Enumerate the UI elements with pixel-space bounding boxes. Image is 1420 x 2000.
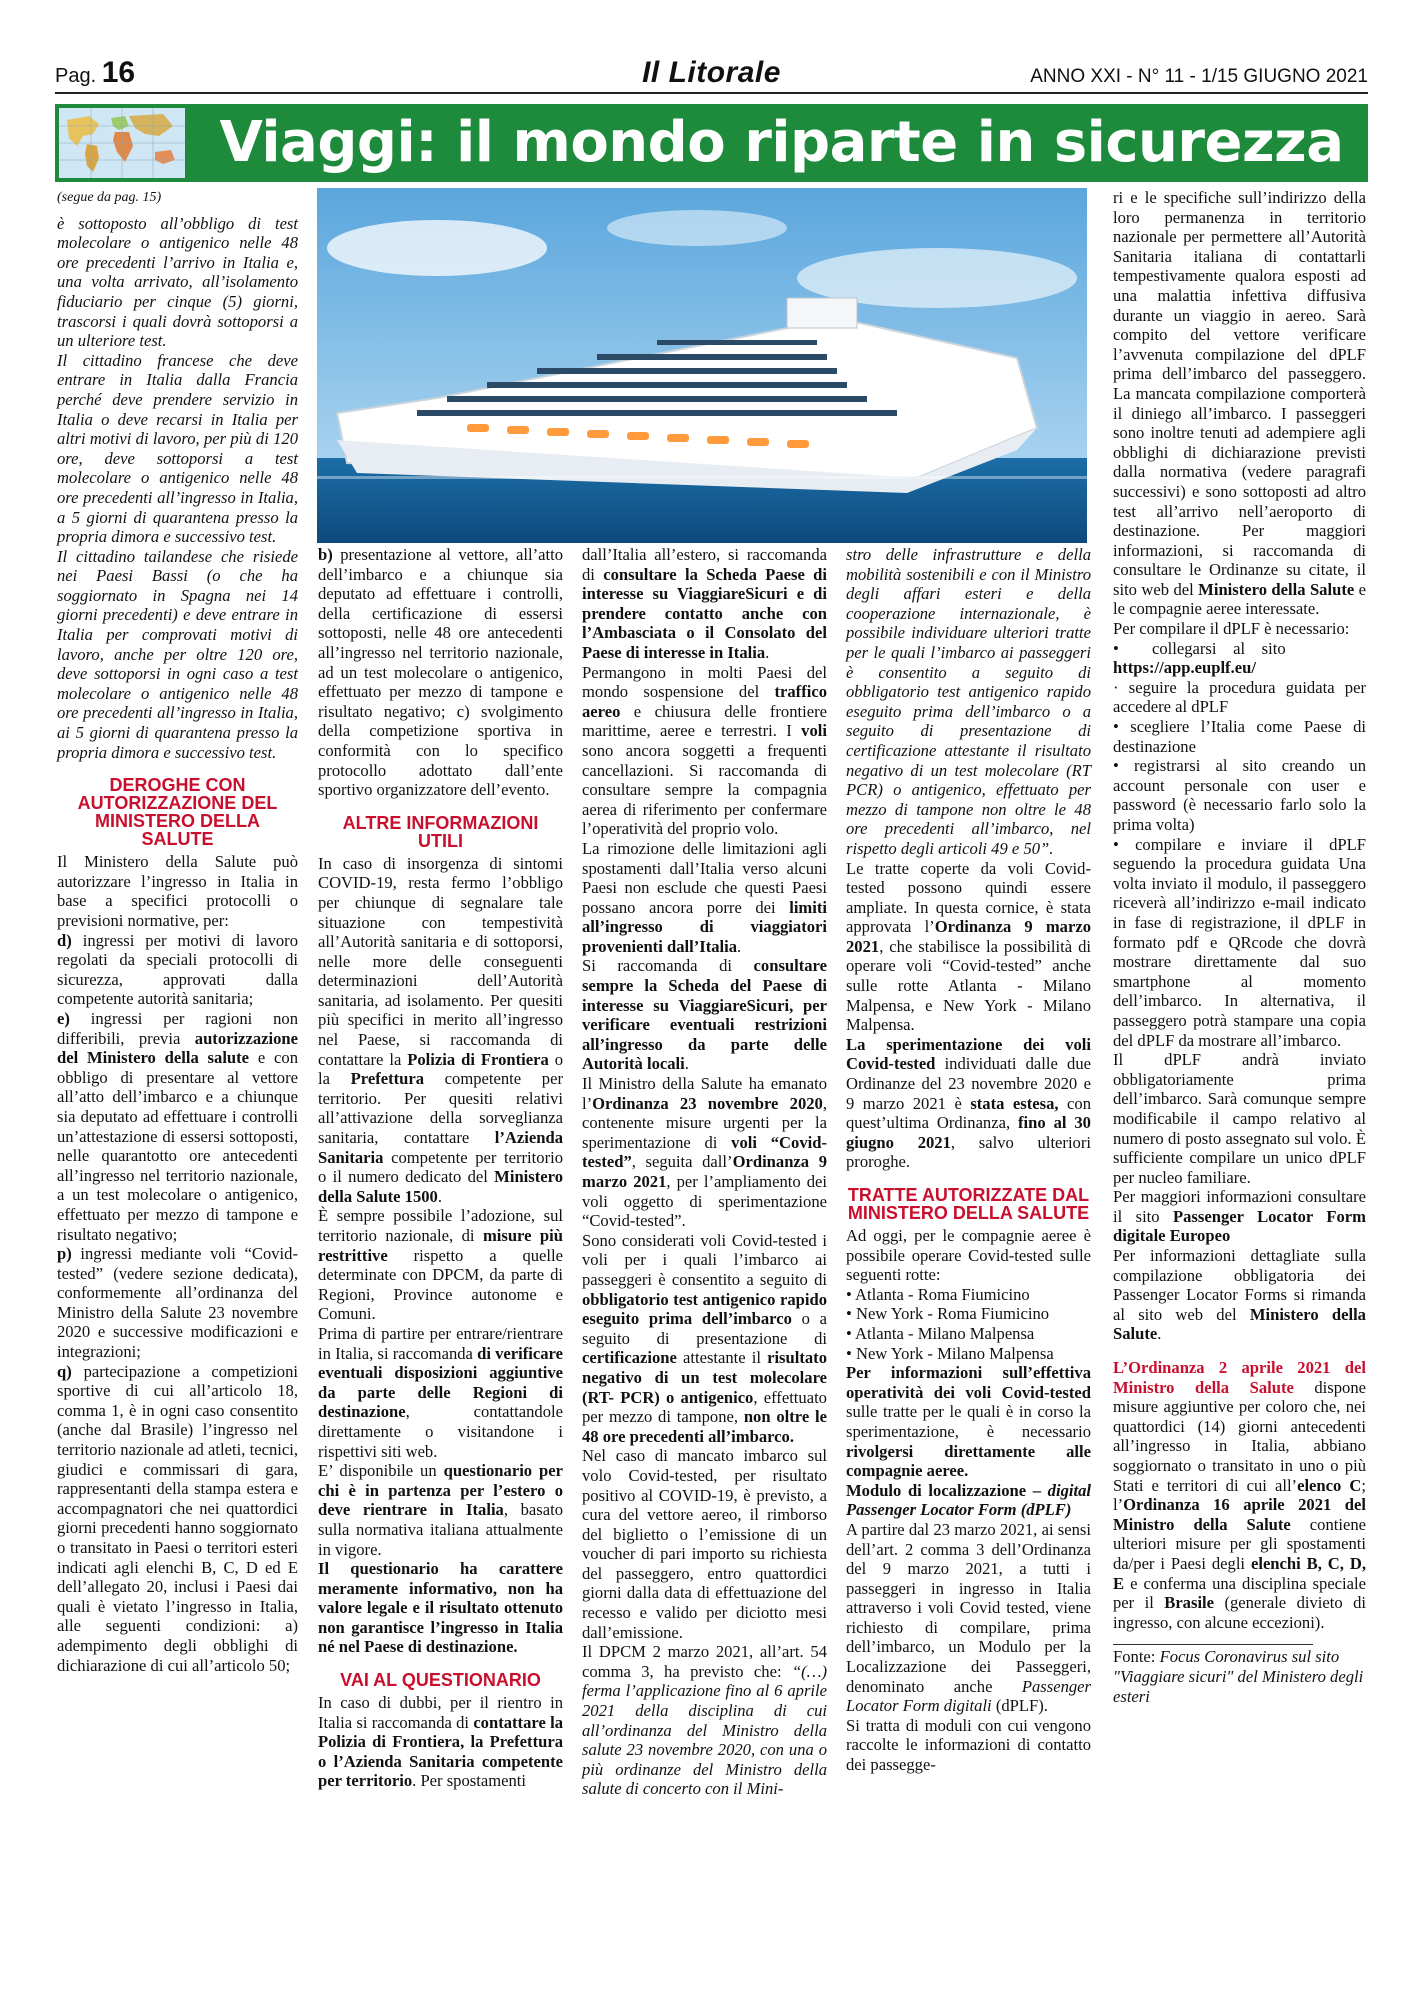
paragraph: Nel caso di mancato imbarco sul volo Covid-tested, per risultato positivo al COVID-19, è previsto, a cura del vettore aereo, il rimborso del biglietto o l’emissione di un voucher di pari importo su richiesta del passeggero, entro quattordici giorni dalla data di effettuazione del recesso e valido per diciotto mesi dall’emissione. [582,1446,827,1642]
headline: Viaggi: il mondo riparte in sicurezza [219,110,1344,175]
paragraph: Il questionario ha carattere meramente informativo, non ha valore legale e il risultato ottenuto non garantisce l’ingresso in Italia né nel Paese di destinazione. [318,1559,563,1657]
paragraph: Il cittadino tailandese che risiede nei Paesi Bassi (o che ha soggiornato in Spagna nei 14 giorni precedenti) e deve entrare in Italia per comprovati motivi di lavoro, anche per oltre 120 ore, deve sottoporsi in ogni caso a test molecolare o antigenico nelle 48 ore precedenti all’ingresso in Italia, ai 5 giorni di quarantena presso la propria dimora e successivo test. [57,546,298,762]
column-5 [1113,188,1366,1706]
route-item: • New York - Milano Malpensa [846,1343,1054,1363]
column-1 [57,188,298,1675]
list-item: d) ingressi per motivi di lavoro regolati da speciali protocolli di sicurezza, approvati dalla competente autorità sanitaria; [57,930,298,1009]
page-number: Pag. 16 [55,56,136,89]
paragraph: Il Ministro della Salute ha emanato l’Ordinanza 23 novembre 2020, contenente misure urgenti per la sperimentazione di voli “Covid-tested”, seguita dall’Ordinanza 9 marzo 2021, per l’ampliamento dei voli oggetto di sperimentazione “Covid-tested”. [582,1074,827,1231]
paragraph: Per informazioni dettagliate sulla compilazione obbligatoria dei Passenger Locator Forms si rimanda al sito web del Ministero della Salute. [1113,1246,1366,1344]
source-note: Fonte: Focus Coronavirus sul sito "Viaggiare sicuri" del Ministero degli esteri [1113,1647,1364,1706]
subheading: Modulo di localizzazione – digital Passenger Locator Form (dPLF) [846,1480,1091,1520]
paragraph: stro delle infrastrutture e della mobilità sostenibili e con il Ministro degli affari esteri e della cooperazione internazionale, è possibile individuare ulteriori tratte per le quali l’imbarco ai passeggeri è consentito a seguito di obbligatorio test antigenico rapido eseguito prima dell’imbarco o a seguito di presentazione di certificazione attestante il risultato negativo di un test molecolare (RT PCR) o antigenico, effettuato per mezzo di tampone non oltre le 48 ore precedenti all’imbarco, nel rispetto degli articoli 49 e 50”. [846,545,1091,858]
headline-banner [55,104,1368,182]
route-item: • New York - Roma Fiumicino [846,1304,1050,1324]
page-header [55,58,1368,94]
paragraph: Il Ministero della Salute può autorizzare l’ingresso in Italia in base a specifici protocolli o previsioni normative, per: [57,852,298,930]
column-2 [318,545,563,1791]
paragraph: Il cittadino francese che deve entrare in Italia dalla Francia perché deve prendere servizio in Italia o deve recarsi in Italia per altri motivi di lavoro, per più di 120 ore, deve sottoporsi a test molecolare o antigenico nelle 48 ore precedenti all’ingresso in Italia, a 5 giorni di quarantena presso la propria dimora e successivo test. [57,350,298,547]
plf-link[interactable]: Passenger Locator Form digitale Europeo [1113,1206,1366,1246]
list-item: e) ingressi per ragioni non differibili, previa autorizzazione del Ministero della salute e con obbligo di presentare al vettore all’atto dell’imbarco e a chiunque sia deputato ad effettuare i controlli un’attestazione di essersi sottoposti, nelle quarantotto ore antecedenti all’ingresso nel territorio nazionale, a un test molecolare o antigenico, effettuato per mezzo di tampone e risultato negativo; [57,1008,298,1244]
paragraph: Il DPCM 2 marzo 2021, all’art. 54 comma 3, ha previsto che: “(…) ferma l’applicazione fino al 6 aprile 2021 della disciplina di cui all’ordinanza del Ministro della salute 23 novembre 2020, con una o più ordinanze del Ministro della salute di concerto con il Mini- [582,1642,827,1799]
route-item: • Atlanta - Milano Malpensa [846,1323,1035,1343]
paragraph: Sono considerati voli Covid-tested i voli per i quali l’imbarco ai passeggeri è consentito a seguito di obbligatorio test antigenico rapido eseguito prima dell’imbarco o a seguito di presentazione di certificazione attestante il risultato negativo di un test molecolare (RT- PCR) o antigenico, effettuato per mezzo di tampone, non oltre le 48 ore precedenti all’imbarco. [582,1230,827,1446]
questionnaire-link[interactable]: questionario per chi è in partenza per l’estero o deve rientrare in Italia [318,1461,564,1520]
section-heading: DEROGHE CON AUTORIZZAZIONE DEL MINISTERO DELLA SALUTE [77,775,278,850]
continued-note: (segue da pag. 15) [57,190,162,205]
paragraph: La rimozione delle limitazioni agli spostamenti dall’Italia verso alcuni Paesi non esclude che questi Paesi possano ancora porre dei limiti all’ingresso di viaggiatori provenienti dall’Italia. [582,838,827,956]
paragraph: è sottoposto all’obbligo di test molecolare o antigenico nelle 48 ore precedenti l’arrivo in Italia e, una volta arrivato, all’isolamento fiduciario per cinque (5) giorni, trascorsi i quali dovrà sottoporsi a un ulteriore test. [57,213,298,351]
issue-info: ANNO XXI - N° 11 - 1/15 GIUGNO 2021 [1030,66,1368,87]
paragraph: Permangono in molti Paesi del mondo sospensione del traffico aereo e chiusura delle frontiere marittime, aeree e terrestri. I voli sono ancora soggetti a frequenti cancellazioni. Si raccomanda di consultare sempre la compagnia aerea di riferimento per confermare l’operatività del proprio volo. [582,662,827,839]
paragraph: Le tratte coperte da voli Covid-tested possono quindi essere ampliate. In questa cornice, è stata approvata l’Ordinanza 9 marzo 2021, che stabilisce la possibilità di operare voli “Covid-tested” anche sulle rotte Atlanta - Milano Malpensa, e New York - Milano Malpensa. [846,858,1091,1035]
paragraph: Si raccomanda di consultare sempre la Scheda del Paese di interesse su ViaggiareSicuri, per verificare eventuali restrizioni all’ingresso da parte delle Autorità locali. [582,956,827,1074]
euplf-link[interactable]: https://app.euplf.eu/ [1113,658,1256,678]
cruise-ship-icon [317,188,1087,543]
list-item: · seguire la procedura guidata per accedere al dPLF [1113,677,1366,717]
section-heading: TRATTE AUTORIZZATE DAL MINISTERO DELLA SALUTE [847,1185,1090,1223]
paragraph: E’ disponibile un questionario per chi è in partenza per l’estero o deve rientrare in Italia, basato sulla normativa italiana attualmente in vigore. [318,1461,564,1559]
paragraph: ri e le specifiche sull’indirizzo della loro permanenza in territorio nazionale per permettere all’Autorità Sanitaria italiana di contattarli tempestivamente qualora esposti ad una malattia infettiva diffusiva durante un viaggio in aereo. Sarà compito del vettore verificare l’avvenuta compilazione del dPLF prima dell’imbarco del passeggero. La mancata compilazione comporterà il diniego all’imbarco. I passeggeri sono inoltre tenuti ad adempiere agli obblighi di dichiarazione previsti dalla normativa (vedere paragrafi successivi) e sono sottoposti ad altro test all’arrivo nell’aeroporto di destinazione. Per maggiori informazioni, si raccomanda di consultare le Ordinanze su citate, il sito web del Ministero della Salute e le compagnie aeree interessate. [1113,188,1367,619]
column-3 [582,545,827,1799]
list-item: • collegarsi al sito [1113,638,1286,658]
paragraph: Per informazioni sull’effettiva operatività dei voli Covid-tested sulle tratte per le quali è in corso la sperimentazione, è necessario rivolgersi direttamente alle compagnie aeree. [846,1363,1091,1481]
paragraph: Il dPLF andrà inviato obbligatoriamente prima dell’imbarco. Sarà comunque sempre modificabile il campo relativo al numero di posto assegnato sul volo. È sufficiente compilare un unico dPLF per nucleo familiare. [1113,1050,1366,1187]
list-item: b) presentazione al vettore, all’atto dell’imbarco e a chiunque sia deputato ad effettuare i controlli, della certificazione di essersi sottoposti, nelle 48 ore antecedenti all’ingresso nel territorio nazionale, ad un test molecolare o antigenico, effettuato per mezzo di tampone e risultato negativo; c) svolgimento della competizione sportiva in conformità con lo specifico protocollo adottato dall’ente sportivo organizzatore dell’evento. [318,545,563,800]
paragraph: In caso di insorgenza di sintomi COVID-19, resta fermo l’obbligo per chiunque di segnalare tale situazione con tempestività all’Autorità sanitaria e di sottoporsi, nelle more delle conseguenti determinazioni dell’Autorità sanitaria, ad isolamento. Per quesiti più specifici in merito all’ingresso nel Paese, si raccomanda di contattare la Polizia di Frontiera o la Prefettura competente per territorio. Per quesiti relativi all’attivazione della sorveglianza sanitaria, contattare l’Azienda Sanitaria competente per territorio o il numero dedicato del Ministero della Salute 1500. [318,853,563,1206]
paragraph: In caso di dubbi, per il rientro in Italia si raccomanda di contattare la Polizia di Frontiera, la Prefettura o l’Azienda Sanitaria competente per territorio. Per spostamenti [318,1693,563,1791]
paragraph: L’Ordinanza 2 aprile 2021 del Ministro della Salute dispone misure aggiuntive per coloro che, nei quattordici (14) giorni antecedenti all’ingresso in Italia, abbiano soggiornato o transitato in uno o più Stati e territori di cui all’elenco C; l’Ordinanza 16 aprile 2021 del Ministro della Salute contiene ulteriori misure per gli spostamenti da/per i Paesi degli elenchi B, C, D, E e conferma una disciplina speciale per il Brasile (generale divieto di ingresso, con alcune eccezioni). [1113,1358,1367,1632]
route-item: • Atlanta - Roma Fiumicino [846,1284,1030,1304]
paragraph: A partire dal 23 marzo 2021, ai sensi dell’art. 2 comma 3 dell’Ordinanza del 9 marzo 2021, a tutti i passeggeri in ingresso in Italia attraverso i voli Covid tested, viene richiesto di compilare, prima dell’imbarco, un Modulo per la Localizzazione dei Passeggeri, denominato anche Passenger Locator Form digitali (dPLF). [846,1519,1091,1716]
list-item: p) ingressi mediante voli “Covid-tested” (vedere sezione dedicata), conformemente all’ordinanza del Ministro della Salute 23 novembre 2020 e successive modificazioni e integrazioni; [57,1244,298,1362]
cruise-ship-photo [317,188,1087,543]
paragraph: Per compilare il dPLF è necessario: [1113,619,1350,639]
paragraph: Ad oggi, per le compagnie aeree è possibile operare Covid-tested sulle seguenti rotte: [846,1226,1091,1285]
paragraph: dall’Italia all’estero, si raccomanda di consultare la Scheda Paese di interesse su ViaggiareSicuri e di prendere contatto anche con l’Ambasciata o il Consolato del Paese di interesse in Italia. [582,545,827,662]
questionnaire-link-heading[interactable]: VAI AL QUESTIONARIO [340,1670,541,1691]
world-map-icon [59,108,185,178]
column-4 [846,545,1091,1775]
section-heading: ALTRE INFORMAZIONI UTILI [342,812,539,851]
list-item: • registrarsi al sito creando un account personale con user e password (è necessario farlo solo la prima volta) [1113,756,1366,834]
list-item: • scegliere l’Italia come Paese di destinazione [1113,717,1366,756]
paragraph: Prima di partire per entrare/rientrare in Italia, si raccomanda di verificare eventuali disposizioni aggiuntive da parte delle Regioni di destinazione, contattandole direttamente o visitandone i rispettivi siti web. [318,1323,563,1461]
paragraph: Per maggiori informazioni consultare il sito Passenger Locator Form digitale Europeo [1113,1187,1366,1246]
paragraph: È sempre possibile l’adozione, sul territorio nazionale, di misure più restrittive rispetto a quelle determinate con DPCM, da parte di Regioni, Province autonome e Comuni. [318,1206,563,1324]
masthead: Il Litorale [642,56,781,89]
list-item: • compilare e inviare il dPLF seguendo la procedura guidata Una volta inviato il modulo, il passeggero riceverà all’indirizzo e-mail indicato in fase di registrazione, il dPLF in formato pdf e QRcode che dovrà mostrare direttamente dal suo smartphone al momento dell’imbarco. In alternativa, il passeggero potrà stampare una copia del dPLF da mostrare all’imbarco. [1113,834,1366,1050]
list-item: q) partecipazione a competizioni sportive di cui all’articolo 18, comma 1, è in ogni caso consentito (anche dal Brasile) l’ingresso nel territorio nazionale ad atleti, tecnici, giudici e commissari di gara, rappresentanti della stampa estera e accompagnatori che nei quattordici giorni precedenti hanno soggiornato o transitato in Paesi o territori esteri indicati agli elenchi B, C, D ed E dell’allegato 20, inclusi i Paesi dai quali è vietato l’ingresso in Italia, alle seguenti condizioni: a) adempimento degli obblighi di dichiarazione di cui all’articolo 50; [57,1361,298,1675]
paragraph: La sperimentazione dei voli Covid-tested individuati dalle due Ordinanze del 23 novembre 2020 e 9 marzo 2021 è stata estesa, con quest’ultima Ordinanza, fino al 30 giugno 2021, salvo ulteriori proroghe. [846,1034,1092,1172]
paragraph: Si tratta di moduli con cui vengono raccolte le informazioni di contatto dei passegge- [846,1715,1091,1775]
